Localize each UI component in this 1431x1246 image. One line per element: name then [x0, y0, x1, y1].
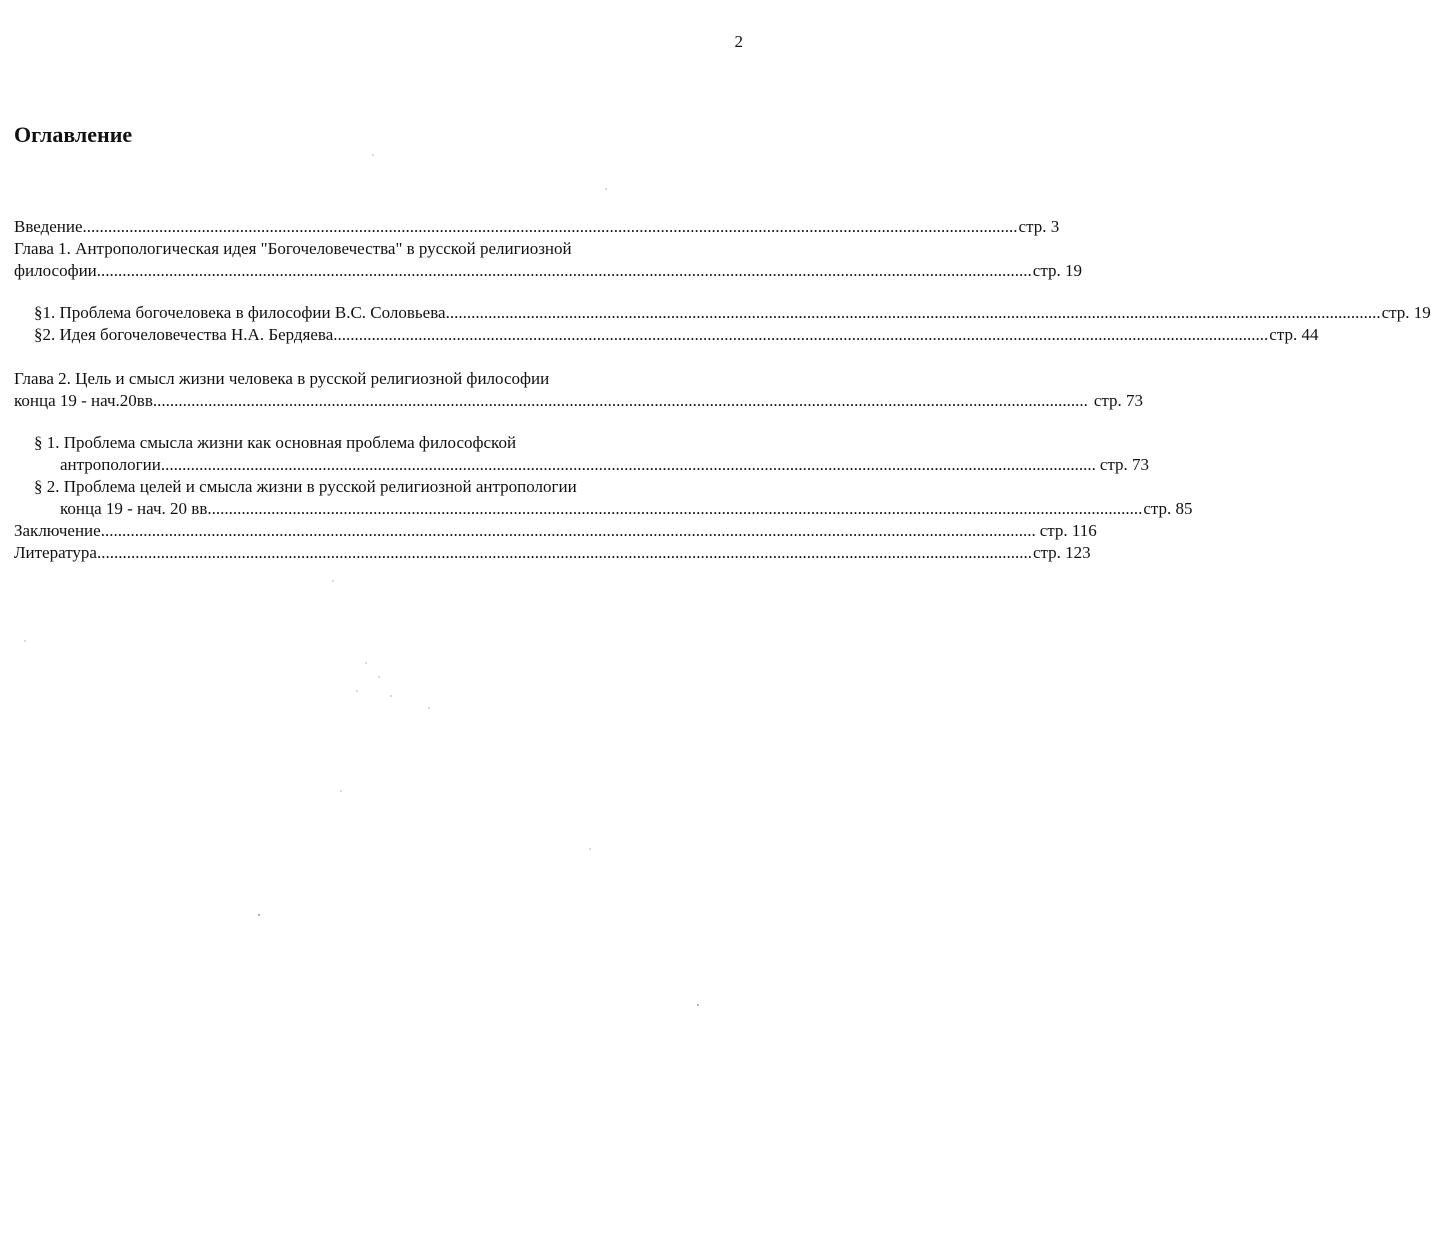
dot-leader: ............................................................................................................................................................................................................................: [100, 521, 1036, 540]
toc-entry-page: стр. 19: [1381, 303, 1431, 322]
toc-entry-conclusion[interactable]: [14, 520, 1097, 542]
toc-entry-text: Литература: [14, 543, 97, 562]
scan-speck: [365, 662, 367, 664]
dot-leader: ............................................................................................................................................................................................................................: [333, 325, 1269, 344]
toc-entry-text: § 1. Проблема смысла жизни как основная проблема философской: [34, 433, 517, 452]
toc-entry-text-continued: конца 19 - нач. 20 вв: [60, 499, 208, 518]
toc-title: Оглавление: [14, 122, 133, 147]
toc-entry-page: стр. 85: [1143, 499, 1193, 518]
scan-speck: [356, 690, 358, 692]
toc-entry-text-continued: философии: [14, 261, 97, 280]
dot-leader: ............................................................................................................................................................................................................................: [160, 455, 1096, 474]
toc-entry-page: стр. 73: [1099, 455, 1149, 474]
toc-entry-chapter-2-section-2[interactable]: [14, 476, 1193, 520]
scan-speck: [378, 676, 380, 678]
toc-entry-text: Заключение: [14, 521, 101, 540]
toc-entry-text: Глава 1. Антропологическая идея "Богочеловечества" в русской религиозной: [14, 239, 572, 258]
scan-speck: [332, 580, 334, 582]
dot-leader: ............................................................................................................................................................................................................................: [96, 261, 1032, 280]
toc-entry-page: стр. 123: [1032, 543, 1091, 562]
dot-leader: ............................................................................................................................................................................................................................: [207, 499, 1143, 518]
toc-entry-text: §1. Проблема богочеловека в философии В.С. Соловьева: [34, 303, 446, 322]
toc-entry-page: стр. 44: [1269, 325, 1319, 344]
scan-speck: [428, 707, 430, 709]
toc-entry-chapter-1-section-1[interactable]: [14, 302, 1431, 324]
toc-entry-text: § 2. Проблема целей и смысла жизни в русской религиозной антропологии: [34, 477, 577, 496]
page-number: 2: [734, 32, 743, 51]
dot-leader: ............................................................................................................................................................................................................................: [82, 217, 1018, 236]
toc-entry-chapter-1-section-2[interactable]: [14, 324, 1319, 346]
toc-entry-chapter-2[interactable]: [14, 368, 1144, 412]
toc-entry-text: Глава 2. Цель и смысл жизни человека в русской религиозной философии: [14, 369, 550, 388]
toc-entry-text-continued: конца 19 - нач.20вв: [14, 391, 153, 410]
toc-entry-page: стр. 3: [1018, 217, 1060, 236]
scan-speck: [24, 640, 26, 642]
dot-leader: ............................................................................................................................................................................................................................: [152, 391, 1088, 410]
toc-entry-chapter-2-section-1[interactable]: [14, 432, 1149, 476]
toc-entry-page: стр. 19: [1032, 261, 1082, 280]
scan-speck: [589, 848, 591, 850]
scan-speck: [605, 188, 607, 190]
toc-entry-page: стр. 116: [1039, 521, 1097, 540]
dot-leader: ............................................................................................................................................................................................................................: [96, 543, 1032, 562]
dot-leader: ............................................................................................................................................................................................................................: [445, 303, 1381, 322]
toc-entry-text: Введение: [14, 217, 83, 236]
scan-speck: [372, 154, 374, 156]
toc-entry-text: §2. Идея богочеловечества Н.А. Бердяева: [34, 325, 334, 344]
toc-entry-literature[interactable]: [14, 542, 1091, 564]
toc-entry-introduction[interactable]: [14, 216, 1060, 238]
toc-entry-chapter-1[interactable]: [14, 238, 1082, 282]
scan-speck: [390, 695, 392, 697]
toc-entry-page: стр. 73: [1093, 391, 1144, 410]
scan-speck: [258, 914, 260, 916]
toc-entry-text-continued: антропологии: [60, 455, 161, 474]
table-of-contents: [14, 216, 1431, 564]
scan-speck: [340, 790, 342, 792]
scan-speck: [697, 1004, 699, 1006]
